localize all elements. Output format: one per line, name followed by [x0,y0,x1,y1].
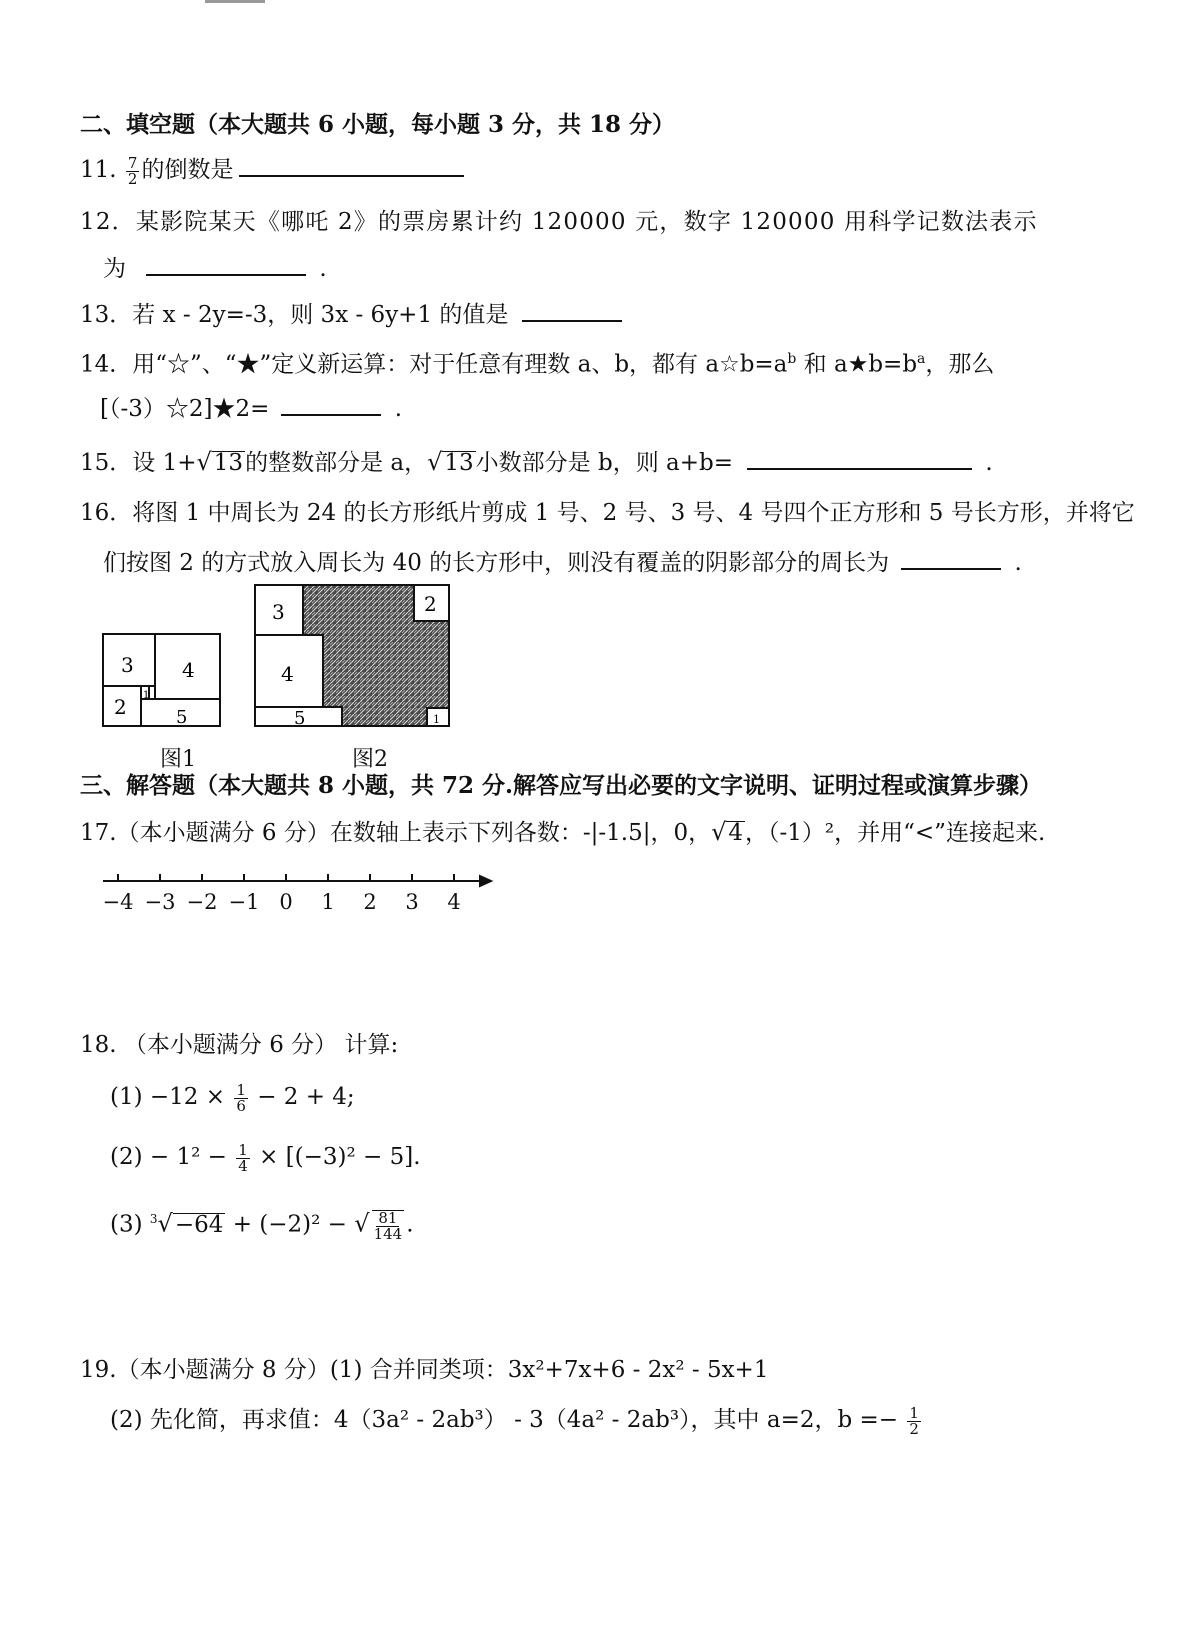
number-line-tick-label: −1 [228,890,260,914]
fraction: $\frac{1}{6}$ [236,1080,246,1115]
fraction: $\frac{1}{2}$ [909,1403,919,1438]
fig2-label-4: 4 [281,662,294,686]
question-13: 13．若 x - 2y=-3，则 3x - 6y+1 的值是 [80,298,628,332]
fraction: $\frac{81}{144}$ [373,1208,403,1243]
number-line-tick-label: −4 [102,890,134,914]
fig1-label-3: 3 [121,653,134,677]
fig2-label-1: 1 [433,713,440,726]
question-18-part3: (3) $^3$√−64 + (−2)² − √ $\frac{81}{144}$ . [110,1208,414,1243]
question-16-line2: 们按图 2 的方式放入周长为 40 的长方形中，则没有覆盖的阴影部分的周长为 . [103,546,1022,580]
question-19-line2: (2) 先化简，再求值：4（3a² - 2ab³） - 3（4a² - 2ab³），其中 a=2，b =− $\frac{1}{2}$ [110,1403,919,1438]
question-14-line2: [（-3）☆2]★2= . [100,392,402,426]
question-11: 11. $\frac{7}{2}$ 的倒数是 [80,153,470,187]
number-line-tick-label: 2 [363,890,377,914]
fig1-label-5: 5 [176,707,188,728]
number-line-tick-label: −2 [186,890,218,914]
number-line-tick-label: 4 [447,890,461,914]
fig1-label-4: 4 [182,658,195,682]
question-16-line1: 16．将图 1 中周长为 24 的长方形纸片剪成 1 号、2 号、3 号、4 号四个正方形和 5 号长方形，并将它 [80,500,1135,526]
question-18-part2: (2) − 1² − $\frac{1}{4}$ × [(−3)² − 5]. [110,1140,421,1175]
fig2-label-3: 3 [272,600,285,624]
question-12-line1: 12．某影院某天《哪吒 2》的票房累计约 120000 元，数字 120000 用科学记数法表示 [80,209,1038,235]
number-line [103,874,491,886]
number-line-tick-label: −3 [144,890,176,914]
fig2-label-5: 5 [294,708,306,729]
question-14-line1: 14．用“☆”、“★”定义新运算：对于任意有理数 a、b，都有 $a☆b=a^b$ 和 $a★b=b^a$，那么 [80,351,995,378]
question-18-part1: (1) −12 × $\frac{1}{6}$ − 2 + 4; [110,1080,355,1115]
question-15: 15．设 1+√13的整数部分是 a，√13小数部分是 b，则 a+b= . [80,448,993,476]
number-line-tick-label: 1 [321,890,335,914]
number-line-tick-label: 3 [405,890,419,914]
fraction: $\frac{1}{4}$ [238,1140,248,1175]
section3-heading: 三、解答题（本大题共 8 小题，共 72 分.解答应写出必要的文字说明、证明过程或演算步骤） [80,772,1043,799]
question-18-heading: 18. （本小题满分 6 分） 计算: [80,1032,399,1058]
fig1-label-1: 1 [143,690,150,701]
question-17: 17.（本小题满分 6 分）在数轴上表示下列各数：-|-1.5|，0，√4，（-1）²，并用“<”连接起来. [80,818,1046,846]
fraction: $\frac{7}{2}$ [127,153,138,188]
fig1-label-2: 2 [114,695,127,719]
section2-heading: 二、填空题（本大题共 6 小题，每小题 3 分，共 18 分） [80,111,676,138]
figure-2-caption: 图2 [352,747,388,772]
number-line-tick-label: 0 [279,890,293,914]
fig2-label-2: 2 [424,592,437,616]
question-19-line1: 19.（本小题满分 8 分）(1) 合并同类项：3x²+7x+6 - 2x² - 5x+1 [80,1357,769,1383]
figure-1-caption: 图1 [160,747,196,772]
question-12-line2: 为 . [103,252,327,286]
